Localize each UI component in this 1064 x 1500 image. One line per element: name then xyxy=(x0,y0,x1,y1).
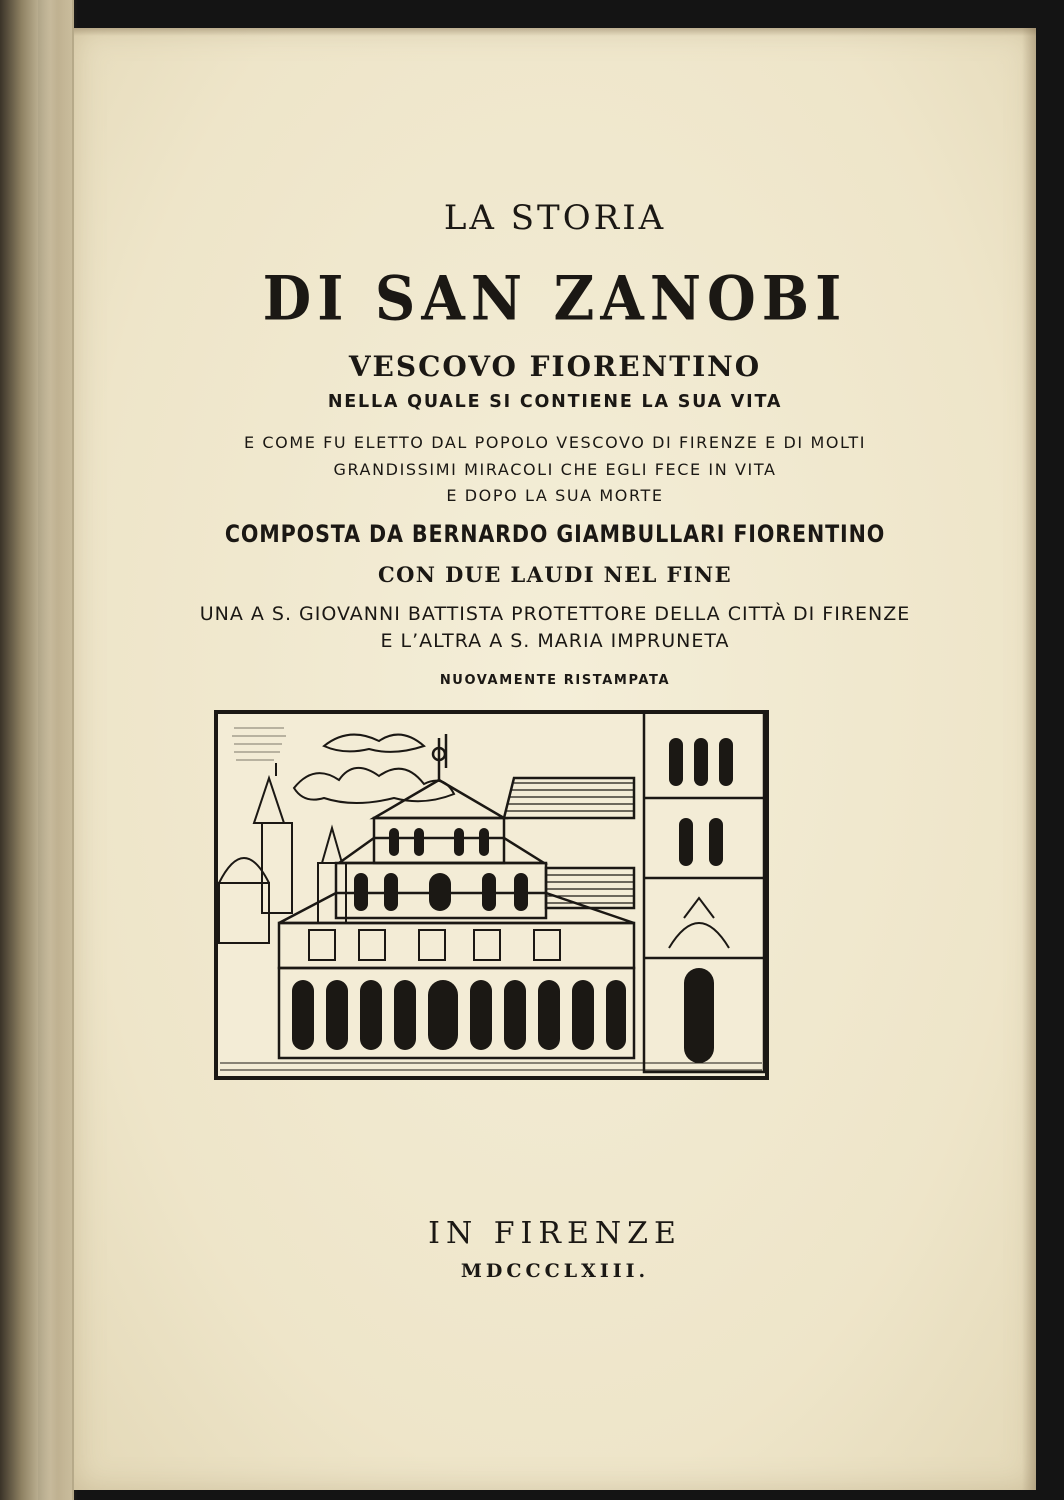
book-gutter xyxy=(38,0,78,1500)
main-title: DI SAN ZANOBI xyxy=(262,263,848,335)
author-line: COMPOSTA DA BERNARDO GIAMBULLARI FIORENTINO xyxy=(224,520,886,548)
reprint-note: NUOVAMENTE RISTAMPATA xyxy=(439,673,671,688)
title-line-la-storia: LA STORIA xyxy=(443,198,667,238)
description-line-2: E COME FU ELETTO DAL POPOLO VESCOVO DI FIRENZE E DI MOLTI xyxy=(243,433,867,452)
subtitle-vescovo: VESCOVO FIORENTINO xyxy=(348,350,762,383)
description-line-3: GRANDISSIMI MIRACOLI CHE EGLI FECE IN VITA xyxy=(333,460,777,479)
page-top-shadow xyxy=(74,28,1036,36)
laude-line-2: E L’ALTRA A S. MARIA IMPRUNETA xyxy=(380,630,730,652)
woodcut-cathedral-icon xyxy=(214,668,769,1080)
title-page xyxy=(74,28,1036,1490)
laudi-line: CON DUE LAUDI NEL FINE xyxy=(377,562,733,587)
imprint-place: IN FIRENZE xyxy=(428,1216,682,1251)
laude-line-1: UNA A S. GIOVANNI BATTISTA PROTETTORE DELLA CITTÀ DI FIRENZE xyxy=(199,603,911,625)
imprint-year: MDCCCLXIII. xyxy=(460,1260,650,1282)
description-line-4: E DOPO LA SUA MORTE xyxy=(446,486,664,505)
description-line-1: NELLA QUALE SI CONTIENE LA SUA VITA xyxy=(327,392,783,412)
